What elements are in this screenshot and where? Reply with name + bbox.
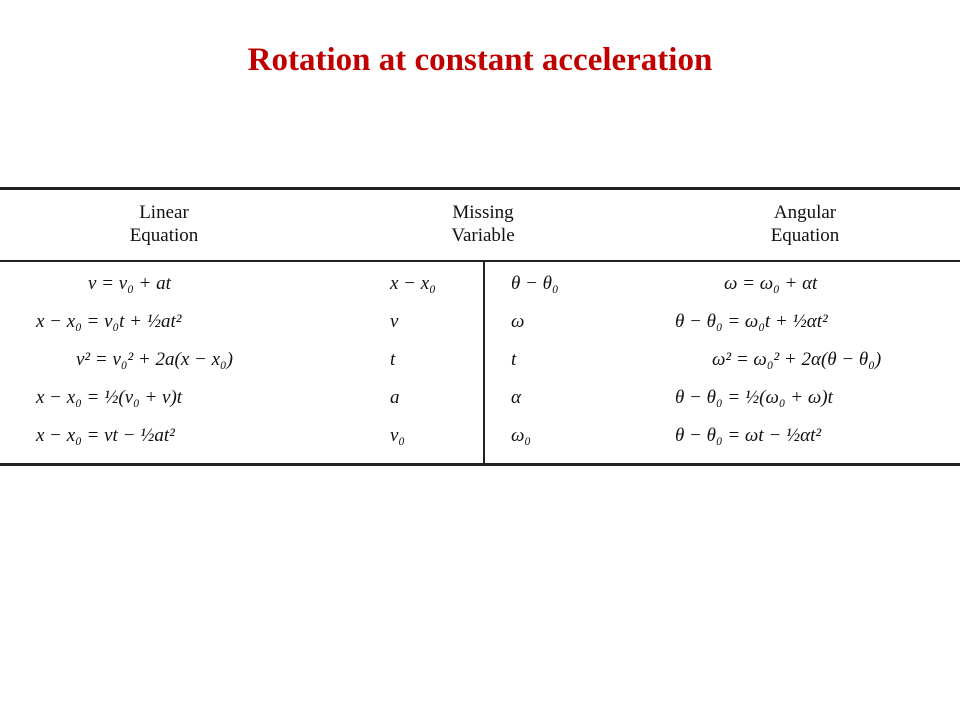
- angular-equation-4: θ − θ₀ = ½(ω₀ + ω)t: [675, 387, 833, 408]
- missing-linear-5: v₀: [390, 425, 406, 446]
- missing-linear-3: t: [390, 349, 396, 370]
- angular-equation-1: ω = ω₀ + αt: [724, 273, 818, 294]
- linear-equation-4: x − x₀ = ½(v₀ + v)t: [36, 387, 183, 408]
- missing-linear-1: x − x₀: [390, 273, 436, 294]
- missing-angular-3: t: [511, 349, 517, 370]
- table-header-rule: [0, 260, 960, 262]
- kinematics-table: [0, 187, 960, 467]
- angular-equation-3: ω² = ω₀² + 2α(θ − θ₀): [712, 349, 882, 370]
- header-missing-variable: Missing Variable: [451, 202, 515, 246]
- linear-equation-3: v² = v₀² + 2a(x − x₀): [76, 349, 233, 370]
- missing-angular-5: ω₀: [511, 425, 532, 446]
- missing-angular-4: α: [511, 387, 521, 408]
- linear-equation-5: x − x₀ = vt − ½at²: [36, 425, 175, 446]
- missing-angular-1: θ − θ₀: [511, 273, 559, 294]
- table-top-rule: [0, 187, 960, 190]
- angular-equation-2: θ − θ₀ = ω₀t + ½αt²: [675, 311, 828, 332]
- header-angular-equation: Angular Equation: [770, 202, 840, 246]
- page-title: Rotation at constant acceleration: [247, 42, 713, 78]
- angular-equation-5: θ − θ₀ = ωt − ½αt²: [675, 425, 822, 446]
- missing-linear-4: a: [390, 387, 400, 408]
- missing-angular-2: ω: [511, 311, 525, 332]
- table-bottom-rule: [0, 463, 960, 466]
- header-linear-equation: Linear Equation: [129, 202, 199, 246]
- missing-variable-divider: [483, 262, 485, 463]
- linear-equation-1: v = v₀ + at: [88, 273, 171, 294]
- missing-linear-2: v: [390, 311, 399, 332]
- linear-equation-2: x − x₀ = v₀t + ½at²: [36, 311, 182, 332]
